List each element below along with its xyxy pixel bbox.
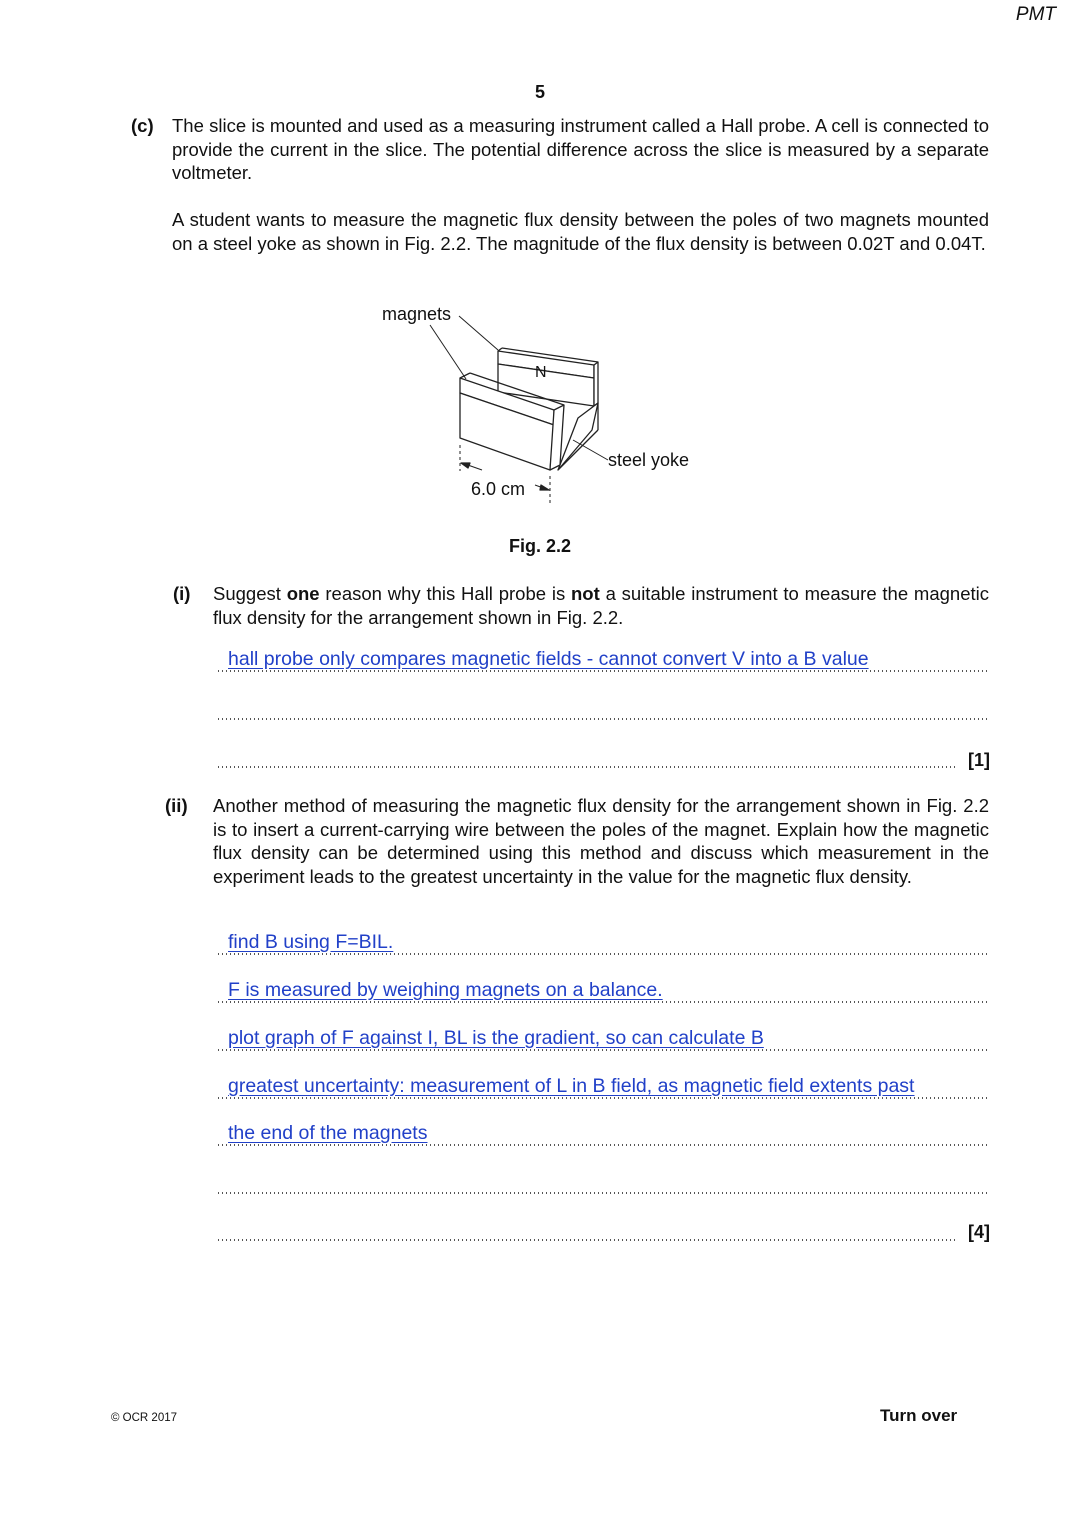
answer-line-ii-6[interactable] xyxy=(218,1166,988,1194)
handwritten-answer-ii-4: greatest uncertainty: measurement of L in B field, as magnetic field extents past xyxy=(228,1075,915,1097)
answer-line-ii-4[interactable] xyxy=(218,1071,988,1099)
question-i-emphasis-not: not xyxy=(571,583,600,604)
magnets-leader-line-front xyxy=(430,325,466,379)
north-pole-label: N xyxy=(535,364,547,381)
answer-line-i-1[interactable] xyxy=(218,644,988,672)
pmt-tag: PMT xyxy=(1015,4,1056,25)
answer-line-ii-3[interactable] xyxy=(218,1023,988,1051)
page-number: 5 xyxy=(534,82,545,102)
part-c-context: A student wants to measure the magnetic flux density between the poles of two magnets mounted on a steel yoke as shown in Fig. 2.2. The magnitude of the flux density is between 0.02T and 0.04T. xyxy=(172,209,989,254)
steel-yoke-label: steel yoke xyxy=(608,450,690,470)
figure-caption: Fig. 2.2 xyxy=(508,536,571,556)
question-i-text-part: a suitable instrument to measure the magnetic flux density for the arrangement shown in Fig. 2.2. xyxy=(213,583,989,628)
width-dimension-label: 6.0 cm xyxy=(471,479,526,499)
question-ii-label: (ii) xyxy=(165,795,188,816)
back-magnet-side xyxy=(594,362,598,406)
question-i-text xyxy=(213,582,989,629)
marks-i: [1] xyxy=(968,750,990,770)
question-ii-text: Another method of measuring the magnetic flux density for the arrangement shown in Fig. 2.2 is to insert a current-carrying wire between the poles of the magnet. Explain how the magnetic flux density can be determined using this method and discuss which measurement in the experiment leads to the greatest uncertainty in the value for the magnetic flux density. xyxy=(213,795,989,888)
handwritten-answer-i-1: hall probe only compares magnetic fields - cannot convert V into a B value xyxy=(228,648,869,670)
question-i-emphasis-one: one xyxy=(286,583,320,604)
question-i-text-part: reason why this Hall probe is xyxy=(319,583,571,604)
question-i-label: (i) xyxy=(173,583,191,604)
handwritten-answer-ii-5: the end of the magnets xyxy=(228,1122,428,1144)
answer-line-i-2[interactable] xyxy=(218,692,988,720)
handwritten-answer-ii-2: F is measured by weighing magnets on a balance. xyxy=(228,979,663,1001)
answer-line-ii-5[interactable] xyxy=(218,1118,988,1146)
handwritten-answer-ii-3: plot graph of F against I, BL is the gradient, so can calculate B xyxy=(228,1027,764,1049)
part-c-intro: The slice is mounted and used as a measuring instrument called a Hall probe. A cell is connected to provide the current in the slice. The potential difference across the slice is measured by a separate voltmeter. xyxy=(172,115,989,184)
dimension-arrow-right xyxy=(540,485,549,490)
figure-2-2 xyxy=(360,298,720,513)
part-c-label: (c) xyxy=(131,115,154,136)
marks-ii: [4] xyxy=(968,1222,990,1242)
copyright: © OCR 2017 xyxy=(111,1412,178,1424)
magnet-yoke-diagram xyxy=(360,298,720,513)
magnets-label: magnets xyxy=(382,304,452,324)
handwritten-answer-ii-1: find B using F=BIL. xyxy=(228,931,394,953)
dimension-arrow-left xyxy=(461,463,470,468)
magnets-leader-line-back xyxy=(459,316,498,350)
answer-line-i-3[interactable] xyxy=(218,740,956,768)
question-i-text-part: Suggest xyxy=(213,583,287,604)
answer-line-ii-7[interactable] xyxy=(218,1213,956,1241)
turn-over: Turn over xyxy=(880,1406,958,1425)
answer-line-ii-2[interactable] xyxy=(218,975,988,1003)
answer-line-ii-1[interactable] xyxy=(218,927,988,955)
